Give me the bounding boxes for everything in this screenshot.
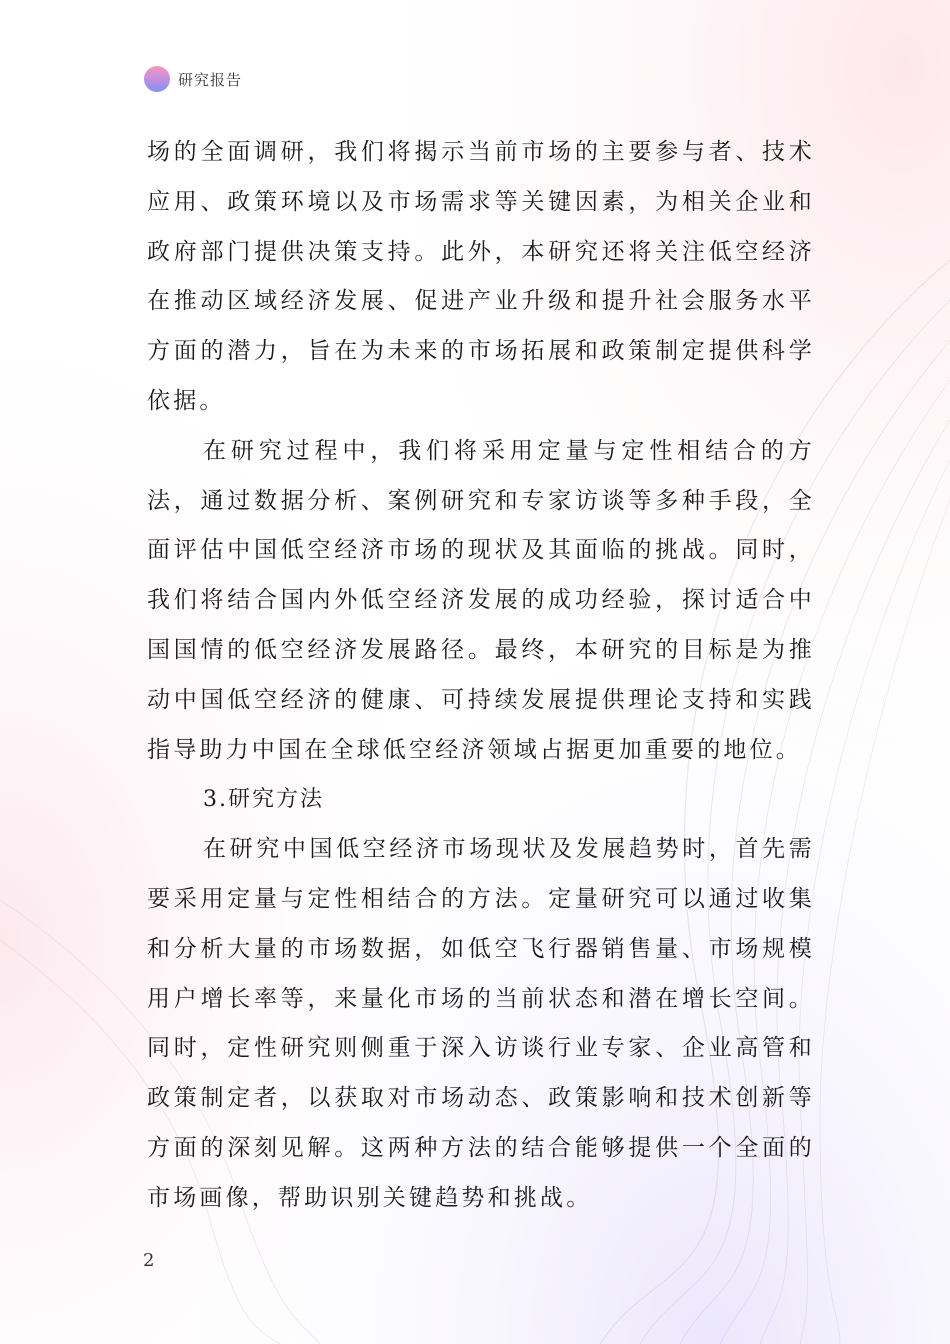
paragraph-2: 在研究过程中，我们将采用定量与定性相结合的方法，通过数据分析、案例研究和专家访谈等多种手段，全面评估中国低空经济市场的现状及其面临的挑战。同时，我们将结合国内外低空经济发展的成功经验，探讨适合中国国情的低空经济发展路径。最终，本研究的目标是为推动中国低空经济的健康、可持续发展提供理论支持和实践指导助力中国在全球低空经济领域占据更加重要的地位。 [147, 437, 815, 763]
document-body [147, 128, 815, 1224]
section-heading: 3.研究方法 [203, 787, 324, 813]
report-header [144, 66, 242, 92]
paragraph-1: 场的全面调研，我们将揭示当前市场的主要参与者、技术应用、政策环境以及市场需求等关键因素，为相关企业和政府部门提供决策支持。此外，本研究还将关注低空经济在推动区域经济发展、促进产业升级和提升社会服务水平方面的潜力，旨在为未来的市场拓展和政策制定提供科学依据。 [147, 139, 815, 414]
page-number: 2 [143, 1250, 155, 1271]
paragraph-3: 在研究中国低空经济市场现状及发展趋势时，首先需要采用定量与定性相结合的方法。定量研究可以通过收集和分析大量的市场数据，如低空飞行器销售量、市场规模用户增长率等，来量化市场的当前状态和潜在增长空间。同时，定性研究则侧重于深入访谈行业专家、企业高管和政策制定者，以获取对市场动态、政策影响和技术创新等方面的深刻见解。这两种方法的结合能够提供一个全面的市场画像，帮助识别关键趋势和挑战。 [147, 836, 815, 1211]
logo-circle-icon [144, 66, 170, 92]
header-title: 研究报告 [178, 70, 243, 89]
